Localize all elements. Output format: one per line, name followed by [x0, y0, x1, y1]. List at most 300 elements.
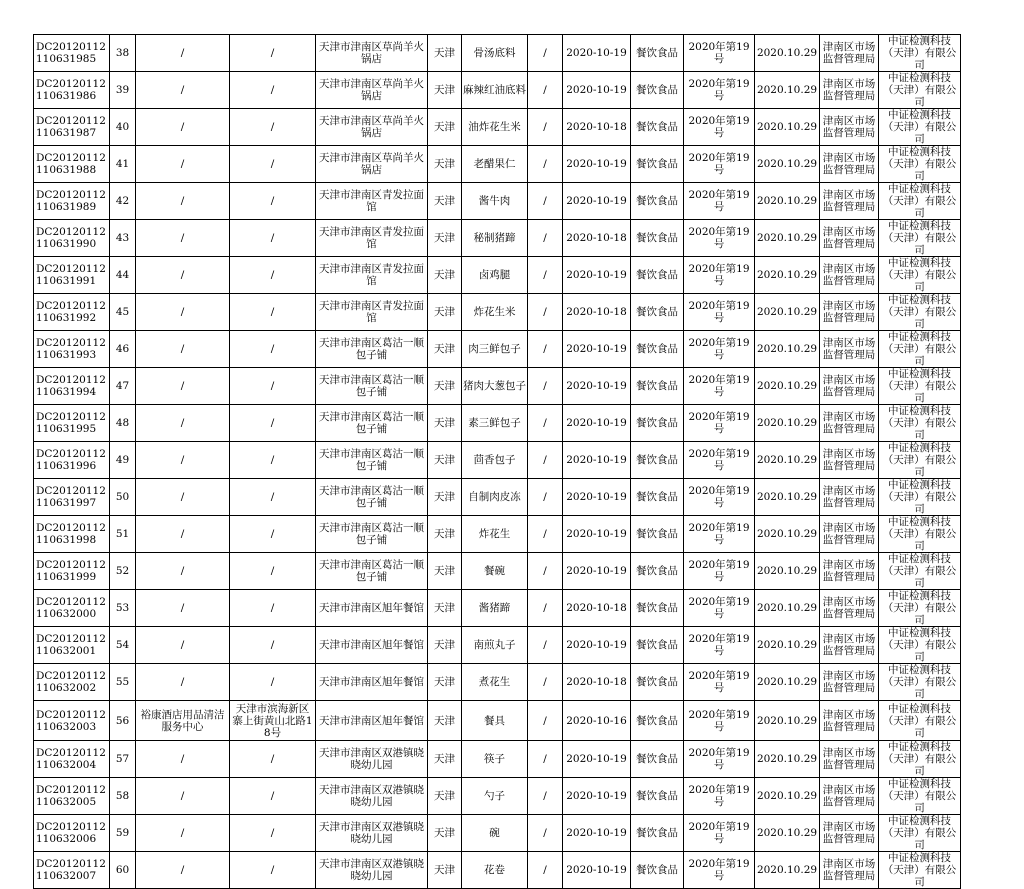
sample-number-cell: DC20120112110631993	[34, 331, 110, 368]
food-category-cell: 餐饮食品	[631, 442, 684, 479]
producer-address-cell: /	[230, 479, 316, 516]
table-row	[34, 553, 961, 590]
sample-number-cell: DC20120112110631987	[34, 109, 110, 146]
food-name-cell: 南煎丸子	[462, 627, 528, 664]
sample-number-cell: DC20120112110631989	[34, 183, 110, 220]
sample-number-cell: DC20120112110632004	[34, 741, 110, 778]
notice-number-cell: 2020年第19号	[684, 109, 755, 146]
table-row	[34, 590, 961, 627]
lab-cell: 中证检测科技（天津）有限公司	[879, 701, 961, 741]
specification-cell: /	[528, 35, 563, 72]
producer-name-cell: /	[136, 664, 230, 701]
food-category-cell: 餐饮食品	[631, 220, 684, 257]
lab-cell: 中证检测科技（天津）有限公司	[879, 664, 961, 701]
notice-number-cell: 2020年第19号	[684, 72, 755, 109]
sample-number-cell: DC20120112110631991	[34, 257, 110, 294]
food-category-cell: 餐饮食品	[631, 35, 684, 72]
publish-date-cell: 2020.10.29	[755, 331, 820, 368]
agency-cell: 津南区市场监督管理局	[820, 294, 879, 331]
publish-date-cell: 2020.10.29	[755, 815, 820, 852]
seller-name-cell: 天津市津南区旭年餐馆	[316, 701, 428, 741]
sequence-cell: 52	[110, 553, 136, 590]
food-name-cell: 卤鸡腿	[462, 257, 528, 294]
table-row	[34, 146, 961, 183]
sequence-cell: 48	[110, 405, 136, 442]
producer-name-cell: /	[136, 852, 230, 889]
region-cell: 天津	[428, 331, 462, 368]
lab-cell: 中证检测科技（天津）有限公司	[879, 220, 961, 257]
sequence-cell: 39	[110, 72, 136, 109]
seller-name-cell: 天津市津南区青发拉面馆	[316, 257, 428, 294]
table-row	[34, 479, 961, 516]
specification-cell: /	[528, 220, 563, 257]
table-row	[34, 220, 961, 257]
seller-name-cell: 天津市津南区青发拉面馆	[316, 220, 428, 257]
agency-cell: 津南区市场监督管理局	[820, 405, 879, 442]
lab-cell: 中证检测科技（天津）有限公司	[879, 778, 961, 815]
publish-date-cell: 2020.10.29	[755, 405, 820, 442]
producer-address-cell: /	[230, 442, 316, 479]
publish-date-cell: 2020.10.29	[755, 220, 820, 257]
sequence-cell: 45	[110, 294, 136, 331]
notice-number-cell: 2020年第19号	[684, 701, 755, 741]
region-cell: 天津	[428, 183, 462, 220]
seller-name-cell: 天津市津南区草尚羊火锅店	[316, 35, 428, 72]
production-date-cell: 2020-10-18	[563, 590, 631, 627]
region-cell: 天津	[428, 701, 462, 741]
seller-name-cell: 天津市津南区葛沽一顺包子铺	[316, 553, 428, 590]
producer-name-cell: /	[136, 553, 230, 590]
producer-address-cell: /	[230, 35, 316, 72]
production-date-cell: 2020-10-18	[563, 109, 631, 146]
sequence-cell: 40	[110, 109, 136, 146]
table-row	[34, 664, 961, 701]
food-category-cell: 餐饮食品	[631, 553, 684, 590]
specification-cell: /	[528, 479, 563, 516]
sequence-cell: 42	[110, 183, 136, 220]
region-cell: 天津	[428, 479, 462, 516]
lab-cell: 中证检测科技（天津）有限公司	[879, 294, 961, 331]
notice-number-cell: 2020年第19号	[684, 146, 755, 183]
notice-number-cell: 2020年第19号	[684, 442, 755, 479]
lab-cell: 中证检测科技（天津）有限公司	[879, 516, 961, 553]
sequence-cell: 58	[110, 778, 136, 815]
food-name-cell: 骨汤底料	[462, 35, 528, 72]
sample-number-cell: DC20120112110631998	[34, 516, 110, 553]
seller-name-cell: 天津市津南区葛沽一顺包子铺	[316, 516, 428, 553]
notice-number-cell: 2020年第19号	[684, 741, 755, 778]
producer-name-cell: /	[136, 183, 230, 220]
specification-cell: /	[528, 442, 563, 479]
region-cell: 天津	[428, 146, 462, 183]
food-category-cell: 餐饮食品	[631, 368, 684, 405]
region-cell: 天津	[428, 590, 462, 627]
lab-cell: 中证检测科技（天津）有限公司	[879, 479, 961, 516]
table-row	[34, 109, 961, 146]
lab-cell: 中证检测科技（天津）有限公司	[879, 815, 961, 852]
specification-cell: /	[528, 590, 563, 627]
food-name-cell: 煮花生	[462, 664, 528, 701]
food-category-cell: 餐饮食品	[631, 294, 684, 331]
food-name-cell: 酱猪蹄	[462, 590, 528, 627]
notice-number-cell: 2020年第19号	[684, 257, 755, 294]
producer-address-cell: /	[230, 257, 316, 294]
food-category-cell: 餐饮食品	[631, 257, 684, 294]
lab-cell: 中证检测科技（天津）有限公司	[879, 590, 961, 627]
publish-date-cell: 2020.10.29	[755, 516, 820, 553]
agency-cell: 津南区市场监督管理局	[820, 778, 879, 815]
region-cell: 天津	[428, 109, 462, 146]
publish-date-cell: 2020.10.29	[755, 852, 820, 889]
food-category-cell: 餐饮食品	[631, 741, 684, 778]
sample-number-cell: DC20120112110632002	[34, 664, 110, 701]
lab-cell: 中证检测科技（天津）有限公司	[879, 442, 961, 479]
sample-number-cell: DC20120112110632003	[34, 701, 110, 741]
agency-cell: 津南区市场监督管理局	[820, 553, 879, 590]
sequence-cell: 41	[110, 146, 136, 183]
specification-cell: /	[528, 331, 563, 368]
production-date-cell: 2020-10-16	[563, 701, 631, 741]
seller-name-cell: 天津市津南区葛沽一顺包子铺	[316, 368, 428, 405]
sequence-cell: 51	[110, 516, 136, 553]
lab-cell: 中证检测科技（天津）有限公司	[879, 109, 961, 146]
producer-address-cell: /	[230, 778, 316, 815]
sample-number-cell: DC20120112110632000	[34, 590, 110, 627]
food-category-cell: 餐饮食品	[631, 701, 684, 741]
sample-number-cell: DC20120112110631997	[34, 479, 110, 516]
notice-number-cell: 2020年第19号	[684, 852, 755, 889]
seller-name-cell: 天津市津南区双港镇晓晓幼儿园	[316, 741, 428, 778]
producer-address-cell: /	[230, 72, 316, 109]
sample-number-cell: DC20120112110631994	[34, 368, 110, 405]
producer-address-cell: /	[230, 852, 316, 889]
publish-date-cell: 2020.10.29	[755, 35, 820, 72]
specification-cell: /	[528, 627, 563, 664]
food-category-cell: 餐饮食品	[631, 815, 684, 852]
food-name-cell: 餐碗	[462, 553, 528, 590]
seller-name-cell: 天津市津南区双港镇晓晓幼儿园	[316, 778, 428, 815]
agency-cell: 津南区市场监督管理局	[820, 664, 879, 701]
food-category-cell: 餐饮食品	[631, 852, 684, 889]
lab-cell: 中证检测科技（天津）有限公司	[879, 405, 961, 442]
lab-cell: 中证检测科技（天津）有限公司	[879, 72, 961, 109]
food-name-cell: 酱牛肉	[462, 183, 528, 220]
seller-name-cell: 天津市津南区葛沽一顺包子铺	[316, 442, 428, 479]
table-row	[34, 815, 961, 852]
food-name-cell: 油炸花生米	[462, 109, 528, 146]
notice-number-cell: 2020年第19号	[684, 220, 755, 257]
food-name-cell: 炸花生	[462, 516, 528, 553]
notice-number-cell: 2020年第19号	[684, 405, 755, 442]
sequence-cell: 57	[110, 741, 136, 778]
producer-name-cell: /	[136, 146, 230, 183]
lab-cell: 中证检测科技（天津）有限公司	[879, 852, 961, 889]
table-row	[34, 257, 961, 294]
seller-name-cell: 天津市津南区旭年餐馆	[316, 664, 428, 701]
food-name-cell: 餐具	[462, 701, 528, 741]
sequence-cell: 53	[110, 590, 136, 627]
producer-address-cell: /	[230, 109, 316, 146]
notice-number-cell: 2020年第19号	[684, 35, 755, 72]
publish-date-cell: 2020.10.29	[755, 442, 820, 479]
notice-number-cell: 2020年第19号	[684, 294, 755, 331]
table-row	[34, 368, 961, 405]
sequence-cell: 49	[110, 442, 136, 479]
producer-name-cell: /	[136, 294, 230, 331]
sequence-cell: 50	[110, 479, 136, 516]
producer-address-cell: /	[230, 741, 316, 778]
sequence-cell: 59	[110, 815, 136, 852]
notice-number-cell: 2020年第19号	[684, 183, 755, 220]
food-category-cell: 餐饮食品	[631, 331, 684, 368]
publish-date-cell: 2020.10.29	[755, 627, 820, 664]
food-category-cell: 餐饮食品	[631, 109, 684, 146]
agency-cell: 津南区市场监督管理局	[820, 516, 879, 553]
agency-cell: 津南区市场监督管理局	[820, 331, 879, 368]
region-cell: 天津	[428, 778, 462, 815]
sample-number-cell: DC20120112110631996	[34, 442, 110, 479]
table-row	[34, 294, 961, 331]
specification-cell: /	[528, 778, 563, 815]
sample-number-cell: DC20120112110631985	[34, 35, 110, 72]
sequence-cell: 38	[110, 35, 136, 72]
region-cell: 天津	[428, 852, 462, 889]
producer-name-cell: 裕康酒店用品清洁服务中心	[136, 701, 230, 741]
producer-name-cell: /	[136, 35, 230, 72]
publish-date-cell: 2020.10.29	[755, 368, 820, 405]
producer-name-cell: /	[136, 479, 230, 516]
sequence-cell: 54	[110, 627, 136, 664]
region-cell: 天津	[428, 72, 462, 109]
sample-number-cell: DC20120112110631986	[34, 72, 110, 109]
producer-name-cell: /	[136, 257, 230, 294]
production-date-cell: 2020-10-19	[563, 146, 631, 183]
publish-date-cell: 2020.10.29	[755, 553, 820, 590]
production-date-cell: 2020-10-19	[563, 35, 631, 72]
region-cell: 天津	[428, 294, 462, 331]
production-date-cell: 2020-10-19	[563, 183, 631, 220]
food-name-cell: 花卷	[462, 852, 528, 889]
producer-name-cell: /	[136, 368, 230, 405]
region-cell: 天津	[428, 442, 462, 479]
agency-cell: 津南区市场监督管理局	[820, 368, 879, 405]
publish-date-cell: 2020.10.29	[755, 590, 820, 627]
publish-date-cell: 2020.10.29	[755, 778, 820, 815]
producer-address-cell: /	[230, 590, 316, 627]
lab-cell: 中证检测科技（天津）有限公司	[879, 627, 961, 664]
specification-cell: /	[528, 257, 563, 294]
table-row	[34, 852, 961, 889]
notice-number-cell: 2020年第19号	[684, 664, 755, 701]
food-category-cell: 餐饮食品	[631, 405, 684, 442]
publish-date-cell: 2020.10.29	[755, 741, 820, 778]
notice-number-cell: 2020年第19号	[684, 331, 755, 368]
sequence-cell: 47	[110, 368, 136, 405]
specification-cell: /	[528, 183, 563, 220]
sample-number-cell: DC20120112110632007	[34, 852, 110, 889]
publish-date-cell: 2020.10.29	[755, 257, 820, 294]
sequence-cell: 60	[110, 852, 136, 889]
sample-number-cell: DC20120112110631990	[34, 220, 110, 257]
producer-address-cell: /	[230, 368, 316, 405]
producer-name-cell: /	[136, 627, 230, 664]
table-row	[34, 627, 961, 664]
specification-cell: /	[528, 405, 563, 442]
notice-number-cell: 2020年第19号	[684, 627, 755, 664]
seller-name-cell: 天津市津南区葛沽一顺包子铺	[316, 405, 428, 442]
agency-cell: 津南区市场监督管理局	[820, 815, 879, 852]
seller-name-cell: 天津市津南区葛沽一顺包子铺	[316, 479, 428, 516]
food-name-cell: 茴香包子	[462, 442, 528, 479]
table-row	[34, 405, 961, 442]
table-row	[34, 72, 961, 109]
production-date-cell: 2020-10-18	[563, 664, 631, 701]
publish-date-cell: 2020.10.29	[755, 294, 820, 331]
region-cell: 天津	[428, 815, 462, 852]
producer-name-cell: /	[136, 516, 230, 553]
region-cell: 天津	[428, 220, 462, 257]
specification-cell: /	[528, 741, 563, 778]
food-category-cell: 餐饮食品	[631, 516, 684, 553]
agency-cell: 津南区市场监督管理局	[820, 701, 879, 741]
agency-cell: 津南区市场监督管理局	[820, 852, 879, 889]
producer-name-cell: /	[136, 815, 230, 852]
sample-number-cell: DC20120112110632005	[34, 778, 110, 815]
agency-cell: 津南区市场监督管理局	[820, 72, 879, 109]
production-date-cell: 2020-10-19	[563, 368, 631, 405]
specification-cell: /	[528, 553, 563, 590]
producer-address-cell: /	[230, 331, 316, 368]
publish-date-cell: 2020.10.29	[755, 72, 820, 109]
production-date-cell: 2020-10-19	[563, 627, 631, 664]
publish-date-cell: 2020.10.29	[755, 701, 820, 741]
table-row	[34, 778, 961, 815]
region-cell: 天津	[428, 741, 462, 778]
sequence-cell: 44	[110, 257, 136, 294]
producer-name-cell: /	[136, 72, 230, 109]
notice-number-cell: 2020年第19号	[684, 516, 755, 553]
specification-cell: /	[528, 146, 563, 183]
sample-number-cell: DC20120112110632001	[34, 627, 110, 664]
seller-name-cell: 天津市津南区葛沽一顺包子铺	[316, 331, 428, 368]
producer-address-cell: /	[230, 146, 316, 183]
food-name-cell: 猪肉大葱包子	[462, 368, 528, 405]
sample-number-cell: DC20120112110631999	[34, 553, 110, 590]
region-cell: 天津	[428, 553, 462, 590]
region-cell: 天津	[428, 627, 462, 664]
seller-name-cell: 天津市津南区青发拉面馆	[316, 183, 428, 220]
production-date-cell: 2020-10-19	[563, 479, 631, 516]
sample-number-cell: DC20120112110631988	[34, 146, 110, 183]
food-category-cell: 餐饮食品	[631, 479, 684, 516]
table-row	[34, 35, 961, 72]
lab-cell: 中证检测科技（天津）有限公司	[879, 35, 961, 72]
producer-address-cell: /	[230, 553, 316, 590]
agency-cell: 津南区市场监督管理局	[820, 183, 879, 220]
agency-cell: 津南区市场监督管理局	[820, 146, 879, 183]
agency-cell: 津南区市场监督管理局	[820, 741, 879, 778]
producer-name-cell: /	[136, 442, 230, 479]
food-name-cell: 素三鲜包子	[462, 405, 528, 442]
food-name-cell: 麻辣红油底料	[462, 72, 528, 109]
notice-number-cell: 2020年第19号	[684, 778, 755, 815]
agency-cell: 津南区市场监督管理局	[820, 442, 879, 479]
food-category-cell: 餐饮食品	[631, 183, 684, 220]
lab-cell: 中证检测科技（天津）有限公司	[879, 183, 961, 220]
seller-name-cell: 天津市津南区草尚羊火锅店	[316, 109, 428, 146]
production-date-cell: 2020-10-19	[563, 553, 631, 590]
specification-cell: /	[528, 368, 563, 405]
production-date-cell: 2020-10-19	[563, 815, 631, 852]
sequence-cell: 56	[110, 701, 136, 741]
sequence-cell: 55	[110, 664, 136, 701]
inspection-results-table	[33, 34, 961, 889]
specification-cell: /	[528, 72, 563, 109]
producer-name-cell: /	[136, 590, 230, 627]
notice-number-cell: 2020年第19号	[684, 368, 755, 405]
production-date-cell: 2020-10-19	[563, 778, 631, 815]
specification-cell: /	[528, 815, 563, 852]
lab-cell: 中证检测科技（天津）有限公司	[879, 553, 961, 590]
seller-name-cell: 天津市津南区双港镇晓晓幼儿园	[316, 852, 428, 889]
seller-name-cell: 天津市津南区青发拉面馆	[316, 294, 428, 331]
region-cell: 天津	[428, 257, 462, 294]
agency-cell: 津南区市场监督管理局	[820, 627, 879, 664]
seller-name-cell: 天津市津南区草尚羊火锅店	[316, 72, 428, 109]
production-date-cell: 2020-10-19	[563, 442, 631, 479]
food-name-cell: 勺子	[462, 778, 528, 815]
table-body	[34, 35, 961, 889]
table-row	[34, 183, 961, 220]
sample-number-cell: DC20120112110631992	[34, 294, 110, 331]
production-date-cell: 2020-10-19	[563, 852, 631, 889]
producer-name-cell: /	[136, 778, 230, 815]
food-category-cell: 餐饮食品	[631, 590, 684, 627]
producer-address-cell: /	[230, 815, 316, 852]
region-cell: 天津	[428, 368, 462, 405]
sample-number-cell: DC20120112110631995	[34, 405, 110, 442]
food-name-cell: 肉三鲜包子	[462, 331, 528, 368]
production-date-cell: 2020-10-18	[563, 220, 631, 257]
production-date-cell: 2020-10-19	[563, 516, 631, 553]
specification-cell: /	[528, 664, 563, 701]
region-cell: 天津	[428, 35, 462, 72]
producer-address-cell: /	[230, 516, 316, 553]
food-name-cell: 炸花生米	[462, 294, 528, 331]
sample-number-cell: DC20120112110632006	[34, 815, 110, 852]
publish-date-cell: 2020.10.29	[755, 146, 820, 183]
producer-address-cell: /	[230, 183, 316, 220]
region-cell: 天津	[428, 405, 462, 442]
food-name-cell: 自制肉皮冻	[462, 479, 528, 516]
table-row	[34, 516, 961, 553]
producer-name-cell: /	[136, 220, 230, 257]
producer-name-cell: /	[136, 405, 230, 442]
seller-name-cell: 天津市津南区双港镇晓晓幼儿园	[316, 815, 428, 852]
table-row	[34, 701, 961, 741]
food-category-cell: 餐饮食品	[631, 627, 684, 664]
table-row	[34, 442, 961, 479]
producer-name-cell: /	[136, 741, 230, 778]
production-date-cell: 2020-10-19	[563, 405, 631, 442]
region-cell: 天津	[428, 516, 462, 553]
food-name-cell: 筷子	[462, 741, 528, 778]
lab-cell: 中证检测科技（天津）有限公司	[879, 331, 961, 368]
agency-cell: 津南区市场监督管理局	[820, 109, 879, 146]
specification-cell: /	[528, 516, 563, 553]
lab-cell: 中证检测科技（天津）有限公司	[879, 257, 961, 294]
publish-date-cell: 2020.10.29	[755, 109, 820, 146]
